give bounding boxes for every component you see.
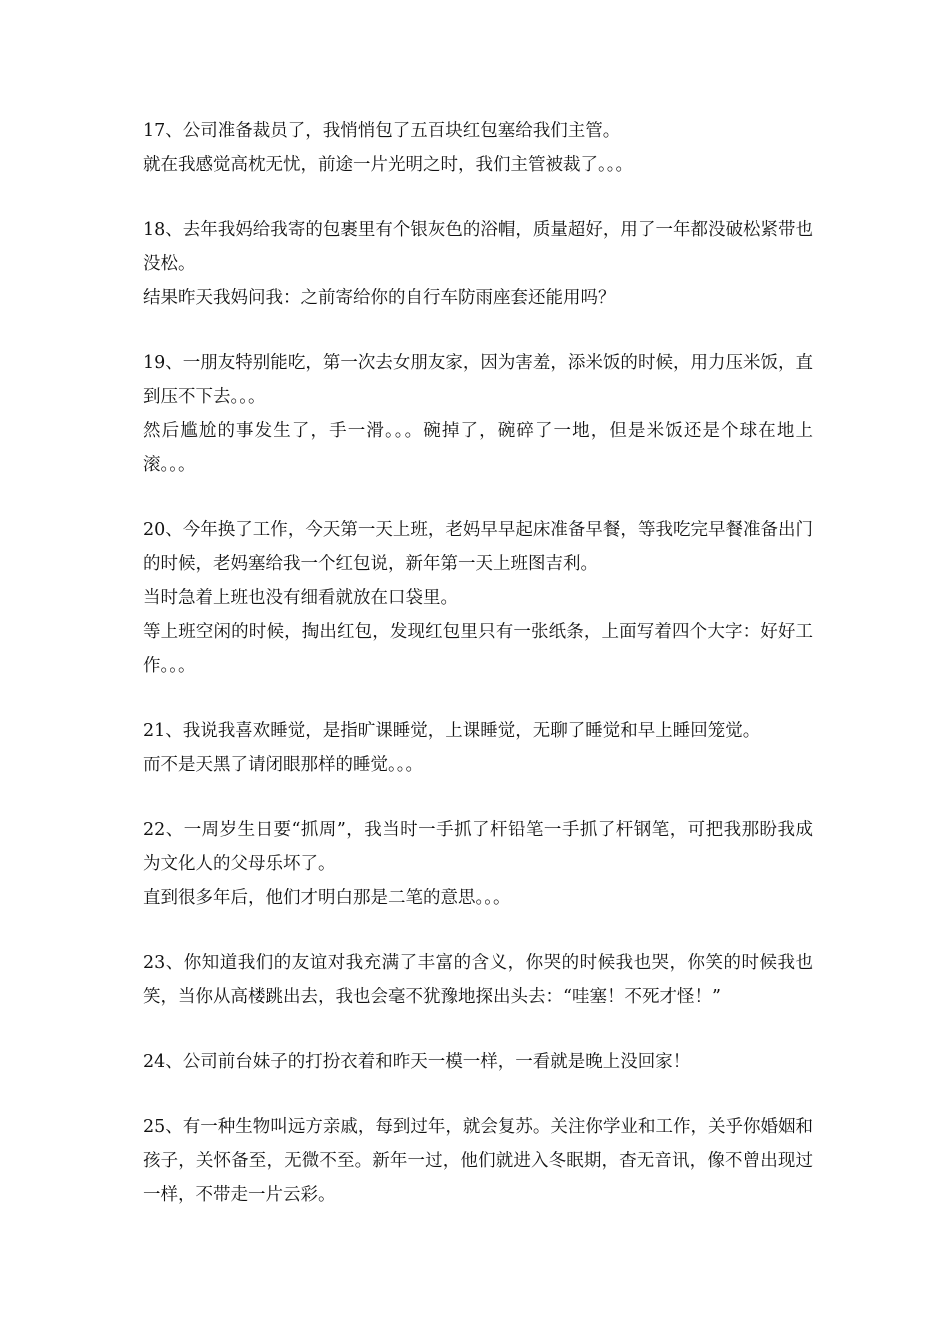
paragraph: 24、公司前台妹子的打扮衣着和昨天一模一样，一看就是晚上没回家！ [143,1052,691,1072]
joke-entry-19 [143,346,813,482]
paragraph: 直到很多年后，他们才明白那是二笔的意思。。。 [143,888,511,908]
paragraph: 等上班空闲的时候，掏出红包，发现红包里只有一张纸条，上面写着四个大字：好好工作。。。 [143,622,813,676]
paragraph: 当时急着上班也没有细看就放在口袋里。 [143,588,458,608]
paragraph: 结果昨天我妈问我：之前寄给你的自行车防雨座套还能用吗？ [143,288,616,308]
joke-entry-22 [143,813,813,915]
paragraph: 18、去年我妈给我寄的包裹里有个银灰色的浴帽，质量超好，用了一年都没破松紧带也没松。 [143,220,813,274]
paragraph: 22、一周岁生日要“抓周”，我当时一手抓了杆铅笔一手抓了杆钢笔，可把我那盼我成为文化人的父母乐坏了。 [143,820,813,874]
paragraph: 然后尴尬的事发生了，手一滑。。。碗掉了，碗碎了一地，但是米饭还是个球在地上滚。。。 [143,421,813,475]
paragraph: 21、我说我喜欢睡觉，是指旷课睡觉，上课睡觉，无聊了睡觉和早上睡回笼觉。 [143,721,761,741]
paragraph: 20、今年换了工作，今天第一天上班，老妈早早起床准备早餐，等我吃完早餐准备出门的时候，老妈塞给我一个红包说，新年第一天上班图吉利。 [143,520,813,574]
paragraph: 23、你知道我们的友谊对我充满了丰富的含义，你哭的时候我也哭，你笑的时候我也笑，当你从高楼跳出去，我也会毫不犹豫地探出头去：“哇塞！不死才怪！” [143,953,813,1007]
paragraph: 25、有一种生物叫远方亲戚，每到过年，就会复苏。关注你学业和工作，关乎你婚姻和孩子，关怀备至，无微不至。新年一过，他们就进入冬眠期，杳无音讯，像不曾出现过一样，不带走一片云彩。 [143,1117,813,1205]
joke-entry-24 [143,1045,813,1079]
joke-entry-25 [143,1110,813,1212]
joke-entry-20 [143,513,813,683]
paragraph: 19、一朋友特别能吃，第一次去女朋友家，因为害羞，添米饭的时候，用力压米饭，直到压不下去。。。 [143,353,813,407]
paragraph: 而不是天黑了请闭眼那样的睡觉。。。 [143,755,423,775]
joke-entry-23 [143,946,813,1014]
joke-entry-21 [143,714,813,782]
joke-entry-18 [143,213,813,315]
paragraph: 就在我感觉高枕无忧，前途一片光明之时，我们主管被裁了。。。 [143,155,633,175]
paragraph: 17、公司准备裁员了，我悄悄包了五百块红包塞给我们主管。 [143,121,621,141]
joke-list [143,114,813,1243]
joke-entry-17 [143,114,813,182]
